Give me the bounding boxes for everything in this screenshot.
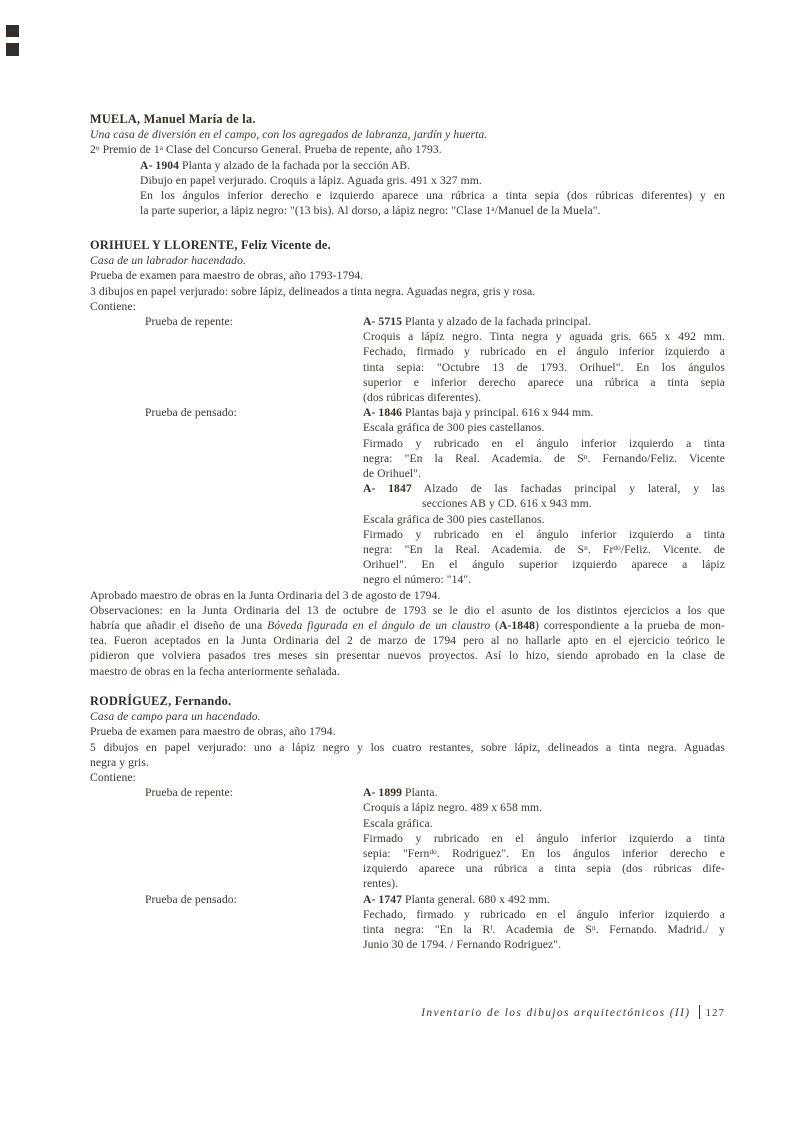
text-line: Firmado y rubricado en el ángulo inferior izquierdo a tinta <box>363 436 725 450</box>
text-line: Observaciones: en la Junta Ordinaria del 13 de octubre de 1793 se le dio el asunto de los distintos ejercicios a los que <box>90 603 725 617</box>
text-line: Casa de campo para un hacendado. <box>90 710 261 724</box>
text-line: izquierdo aparece una rúbrica a tinta sepia (dos rúbricas dife- <box>363 862 725 876</box>
text-line: Una casa de diversión en el campo, con los agregados de labranza, jardín y huerta. <box>90 128 488 142</box>
text-line: secciones AB y CD. 616 x 943 mm. <box>422 497 592 511</box>
text-line: En los ángulos inferior derecho e izquierdo aparece una rúbrica a tinta sepia (dos rúbricas diferentes) y en <box>140 189 725 203</box>
text-line: Aprobado maestro de obras en la Junta Ordinaria del 3 de agosto de 1794. <box>90 588 441 602</box>
text-line: tea. Fueron aceptados en la Junta Ordinaria del 2 de marzo de 1794 pero al no hallarle apto en el ejercicio teórico le <box>90 634 725 648</box>
text-line: Prueba de examen para maestro de obras, año 1793-1794. <box>90 269 364 283</box>
text-line: tinta sepia: "Octubre 13 de 1793. Orihuel". En los ángulos <box>363 360 725 374</box>
text-line: Casa de un labrador hacendado. <box>90 254 246 268</box>
text-line: Contiene: <box>90 299 136 313</box>
entry-orihuel <box>90 238 725 679</box>
text-line: negra y gris. <box>90 755 149 769</box>
text-line: negra: "En la Real. Academia. de $S^n$. $Fr^{do}$/Feliz. Vicente. de <box>363 543 725 557</box>
text-line: superior e inferior derecho aparece una rúbrica a tinta sepia <box>363 375 725 389</box>
column-label: Prueba de repente: <box>145 786 234 800</box>
text-line: Contiene: <box>90 771 136 785</box>
page-number: 127 <box>705 1007 725 1019</box>
text-line: Prueba de examen para maestro de obras, año 1794. <box>90 725 336 739</box>
text-line: pidieron que volviera pasados tres meses sin presentar nuevos proyectos. Así lo hizo, siendo aprobado en la clase de <box>90 649 725 663</box>
entry-rodriguez <box>90 694 725 952</box>
text-line: la parte superior, a lápiz negro: "(13 bis). Al dorso, a lápiz negro: "Clase 1$^a$/Manuel de la Muela". <box>140 204 601 218</box>
entry-heading: MUELA, Manuel María de la. <box>90 112 256 126</box>
catalog-row: A- 1899 Planta. Prueba de repente: <box>145 786 438 800</box>
text-line: Dibujo en papel verjurado. Croquis a lápiz. Aguada gris. 491 x 327 mm. <box>140 173 482 187</box>
text-line: sepia: "Fern$^{do}$. Rodriguez". En los ángulos inferior derecho e <box>363 847 725 861</box>
text-line: Firmado y rubricado en el ángulo inferior izquierdo a tinta <box>363 527 725 541</box>
text-line: rentes). <box>363 877 399 891</box>
text-line: Croquis a lápiz negro. 489 x 658 mm. <box>363 801 543 815</box>
text-line: negra: "En la Real. Academia. de $S^n$. Fernando/Feliz. Vicente <box>363 451 725 465</box>
text-line: de Orihuel". <box>363 467 422 481</box>
scan-artifact-mark-bottom <box>6 43 19 56</box>
entry-heading: RODRÍGUEZ, Fernando. <box>90 694 232 708</box>
column-label: Prueba de pensado: <box>145 892 237 906</box>
running-title: Inventario de los dibujos arquitectónicos (II) <box>421 1007 691 1019</box>
text-line: Fechado, firmado y rubricado en el ángulo inferior izquierdo a <box>363 907 725 921</box>
text-line: Junio 30 de 1794. / Fernando Rodriguez". <box>363 938 562 952</box>
page-footer <box>421 1005 725 1019</box>
text-line: Firmado y rubricado en el ángulo inferior izquierdo a tinta <box>363 831 725 845</box>
text-line: Escala gráfica. <box>363 816 433 830</box>
text-line: Croquis a lápiz negro. Tinta negra y aguada gris. 665 x 492 mm. <box>363 330 725 344</box>
text-line: A- 1847 Alzado de las fachadas principal y lateral, y las <box>363 482 725 496</box>
text-line: negro el número: "14". <box>363 573 472 587</box>
text-line: maestro de obras en la fecha anteriormente señalada. <box>90 664 340 678</box>
catalog-row: A- 1846 Plantas baja y principal. 616 x 944 mm. Prueba de pensado: <box>145 406 594 420</box>
text-line: tinta negra: "En la $R^l$. Academia de $S^n$. Fernando. Madrid./ y <box>363 923 725 937</box>
text-line: Fechado, firmado y rubricado en el ángulo inferior izquierdo a <box>363 345 725 359</box>
text-line: 3 dibujos en papel verjurado: sobre lápiz, delineados a tinta negra. Aguadas negra, gris y rosa. <box>90 284 536 298</box>
text-line: Escala gráfica de 300 pies castellanos. <box>363 421 545 435</box>
text-line: 5 dibujos en papel verjurado: uno a lápiz negro y los cuatro restantes, sobre lápiz, delineados a tinta negra. Aguadas <box>90 740 725 754</box>
catalog-row: A- 5715 Planta y alzado de la fachada principal. Prueba de repente: <box>145 315 591 329</box>
text-line: 2$^o$ Premio de 1$^a$ Clase del Concurso General. Prueba de repente, año 1793. <box>90 143 442 157</box>
text-line: habría que añadir el diseño de una Bóveda figurada en el ángulo de un claustro (A-1848) correspondiente a la prueba de mon- <box>90 619 725 633</box>
text-line: (dos rúbricas diferentes). <box>363 391 482 405</box>
entry-heading: ORIHUEL Y LLORENTE, Feliz Vicente de. <box>90 238 331 252</box>
footer-divider <box>699 1005 700 1019</box>
text-line: A- 1904 Planta y alzado de la fachada por la sección AB. <box>140 158 411 172</box>
catalog-row: A- 1747 Planta general. 680 x 492 mm. Prueba de pensado: <box>145 892 550 906</box>
scan-artifact-mark-top <box>6 25 19 37</box>
column-label: Prueba de repente: <box>145 315 234 329</box>
entry-muela <box>90 112 725 218</box>
text-line: Escala gráfica de 300 pies castellanos. <box>363 512 545 526</box>
column-label: Prueba de pensado: <box>145 406 237 420</box>
text-line: Orihuel". En el ángulo superior izquierdo aparece a lápiz <box>363 558 725 572</box>
